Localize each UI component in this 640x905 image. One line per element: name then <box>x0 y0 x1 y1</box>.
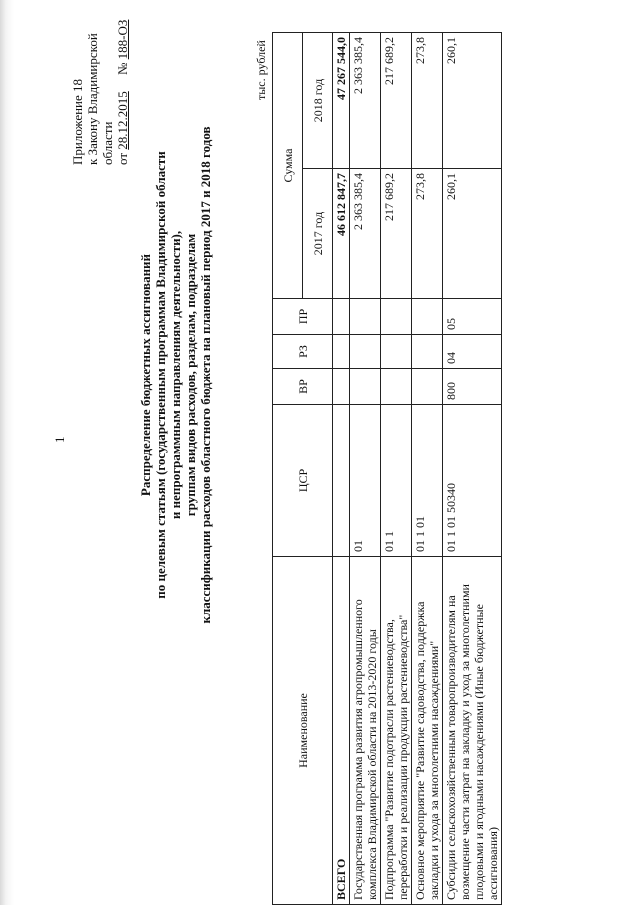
row-csr: 01 1 01 <box>412 405 443 557</box>
row-csr <box>333 405 350 557</box>
row-rz <box>412 335 443 369</box>
row-sum-2017: 273,8 <box>412 169 443 299</box>
row-sum-2018: 260,1 <box>443 33 502 169</box>
row-vr <box>412 369 443 405</box>
row-csr: 01 <box>350 405 381 557</box>
header-pr: ПР <box>273 299 333 335</box>
row-name: Подпрограмма "Развитие подотрасли растениеводства, переработки и реализации продукции растениеводства" <box>381 557 412 905</box>
document-title <box>138 65 213 685</box>
row-rz <box>333 335 350 369</box>
row-pr <box>412 299 443 335</box>
row-name: ВСЕГО <box>333 557 350 905</box>
row-rz <box>350 335 381 369</box>
budget-table <box>272 32 502 905</box>
header-year-2018: 2018 год <box>303 33 333 169</box>
row-vr <box>381 369 412 405</box>
row-sum-2017: 260,1 <box>443 169 502 299</box>
row-vr: 800 <box>443 369 502 405</box>
row-vr <box>350 369 381 405</box>
row-pr <box>350 299 381 335</box>
row-pr <box>333 299 350 335</box>
row-sum-2018: 2 363 385,4 <box>350 33 381 169</box>
table-row <box>350 33 381 905</box>
row-sum-2017: 2 363 385,4 <box>350 169 381 299</box>
row-sum-2018: 217 689,2 <box>381 33 412 169</box>
title-line-1: Распределение бюджетных ассигнований <box>138 253 153 497</box>
appendix-line-3 <box>115 0 130 165</box>
appendix-line-1: Приложение 18 <box>70 78 85 165</box>
row-sum-2018: 47 267 544,0 <box>333 33 350 169</box>
units-label: тыс. рублей <box>254 40 268 100</box>
row-sum-2018: 273,8 <box>412 33 443 169</box>
row-sum-2017: 217 689,2 <box>381 169 412 299</box>
row-name: Государственная программа развития агропромышленного комплекса Владимирской области на 2013-2020 годы <box>350 557 381 905</box>
number-prefix: № <box>115 62 130 75</box>
header-vr: ВР <box>273 369 333 405</box>
row-csr: 01 1 <box>381 405 412 557</box>
header-name: Наименование <box>273 557 333 905</box>
row-rz: 04 <box>443 335 502 369</box>
appendix-header <box>70 0 130 165</box>
appendix-number: 188-ОЗ <box>115 19 130 60</box>
row-csr: 01 1 01 50340 <box>443 405 502 557</box>
title-line-2: по целевым статьям (государственным программам Владимирской области <box>153 151 168 599</box>
header-year-2017: 2017 год <box>303 169 333 299</box>
table-row <box>333 33 350 905</box>
row-vr <box>333 369 350 405</box>
header-sum: Сумма <box>273 33 303 299</box>
row-sum-2017: 46 612 847,7 <box>333 169 350 299</box>
header-row-1 <box>273 33 303 905</box>
table-row <box>443 33 502 905</box>
title-line-4: группам видов расходов, разделам, подразделам <box>183 233 198 517</box>
table-row <box>381 33 412 905</box>
row-pr: 05 <box>443 299 502 335</box>
row-name: Основное мероприятие "Развитие садоводства, поддержка закладки и ухода за многолетними насаждениями" <box>412 557 443 905</box>
row-name: Субсидии сельскохозяйственным товаропроизводителям на возмещение части затрат на закладку и уход за многолетними плодовыми и ягодными насаждениями (Иные бюджетные ассигнования) <box>443 557 502 905</box>
header-csr: ЦСР <box>273 405 333 557</box>
date-prefix: от <box>115 152 130 165</box>
title-line-3: и непрограммным направлениям деятельности), <box>168 230 183 520</box>
table-row <box>412 33 443 905</box>
row-pr <box>381 299 412 335</box>
appendix-line-2: к Закону Владимирской области <box>85 33 115 165</box>
header-rz: РЗ <box>273 335 333 369</box>
row-rz <box>381 335 412 369</box>
title-line-5: классификации расходов областного бюджета на плановый период 2017 и 2018 годов <box>198 126 213 624</box>
page-number: 1 <box>52 436 67 443</box>
appendix-date: 28.12.2015 <box>115 91 130 150</box>
